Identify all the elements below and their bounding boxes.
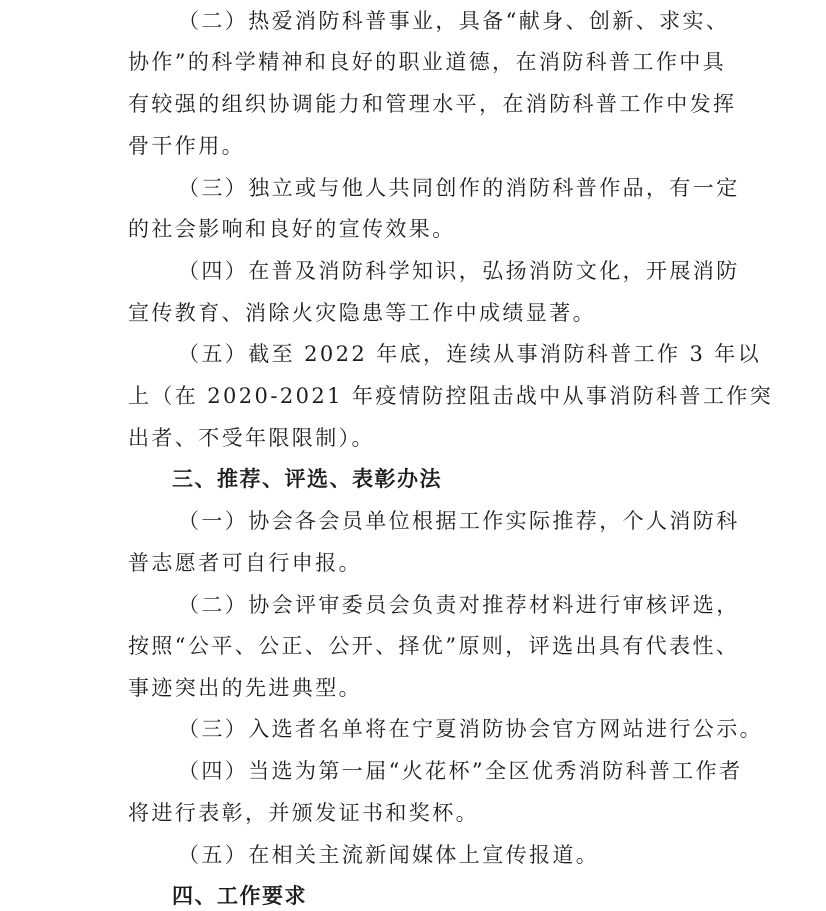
paragraph-line: 有较强的组织协调能力和管理水平，在消防科普工作中发挥: [128, 92, 737, 116]
paragraph-line: 的社会影响和良好的宣传效果。: [128, 217, 456, 241]
paragraph-line: 按照“公平、公正、公开、择优”原则，评选出具有代表性、: [128, 634, 740, 658]
paragraph-line: 出者、不受年限限制）。: [128, 426, 375, 450]
paragraph-line: （四）当选为第一届“火花杯”全区优秀消防科普工作者: [178, 759, 743, 783]
paragraph-line: 协作”的科学精神和良好的职业道德，在消防科普工作中具: [128, 50, 727, 74]
section-heading: 三、推荐、评选、表彰办法: [172, 467, 442, 491]
paragraph-line: （三）入选者名单将在宁夏消防协会官方网站进行公示。: [178, 717, 763, 741]
paragraph-line: 将进行表彰，并颁发证书和奖杯。: [128, 801, 479, 825]
paragraph-line: （二）热爱消防科普事业，具备“献身、创新、求实、: [178, 9, 730, 33]
paragraph-line: （二）协会评审委员会负责对推荐材料进行审核评选，: [178, 593, 740, 617]
paragraph-line: 宣传教育、消除火灾隐患等工作中成绩显著。: [128, 301, 596, 325]
paragraph-line: （五）截至 2022 年底，连续从事消防科普工作 3 年以: [178, 342, 762, 366]
paragraph-line: （四）在普及消防科学知识，弘扬消防文化，开展消防: [178, 259, 740, 283]
paragraph-line: （三）独立或与他人共同创作的消防科普作品，有一定: [178, 176, 740, 200]
paragraph-line: 上（在 2020-2021 年疫情防控阻击战中从事消防科普工作突: [128, 384, 774, 408]
paragraph-line: 普志愿者可自行申报。: [128, 551, 362, 575]
paragraph-line: （一）协会各会员单位根据工作实际推荐，个人消防科: [178, 509, 740, 533]
section-heading: 四、工作要求: [172, 884, 307, 908]
paragraph-line: （五）在相关主流新闻媒体上宣传报道。: [178, 843, 600, 867]
paragraph-line: 事迹突出的先进典型。: [128, 676, 362, 700]
paragraph-line: 骨干作用。: [128, 134, 245, 158]
